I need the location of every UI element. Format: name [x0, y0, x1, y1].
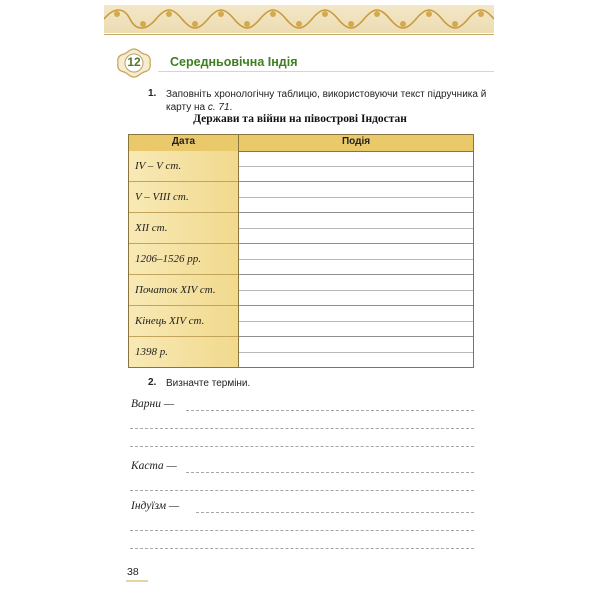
event-line[interactable]	[239, 243, 473, 244]
date-cell: Кінець XIV ст.	[135, 315, 205, 327]
date-cell: IV – V ст.	[135, 160, 182, 172]
task-1-page-ref: с. 71	[207, 102, 230, 113]
task-2-text: Визначте терміни.	[166, 378, 251, 389]
task-1-line-1: Заповніть хронологічну таблицю, використовуючи текст підручника й	[166, 89, 487, 100]
answer-line[interactable]	[196, 512, 474, 514]
date-cell: 1206–1526 рр.	[135, 253, 201, 265]
row-separator	[129, 336, 238, 337]
event-line[interactable]	[239, 352, 473, 353]
term-label-kasta: Каста —	[131, 460, 177, 472]
task-1-line-2-prefix: карту на	[166, 102, 208, 113]
table-header	[129, 135, 473, 152]
header-separator	[238, 135, 239, 151]
task-1-text	[166, 88, 486, 114]
answer-line[interactable]	[130, 490, 474, 492]
event-line[interactable]	[239, 321, 473, 322]
term-label-varny: Варни —	[131, 398, 175, 410]
event-line[interactable]	[239, 197, 473, 198]
date-cell: 1398 р.	[135, 346, 168, 358]
row-separator	[129, 243, 238, 244]
event-line[interactable]	[239, 212, 473, 213]
page-number-rule	[126, 580, 148, 582]
task-1-number: 1.	[148, 88, 157, 99]
decorative-ornament	[104, 5, 494, 33]
event-line[interactable]	[239, 166, 473, 167]
event-line[interactable]	[239, 274, 473, 275]
chapter-title: Середньовічна Індія	[170, 55, 298, 69]
task-2-number: 2.	[148, 377, 157, 388]
answer-line[interactable]	[130, 446, 474, 448]
event-line[interactable]	[239, 305, 473, 306]
row-separator	[129, 181, 238, 182]
task-1-line-2-suffix: .	[229, 102, 233, 113]
column-header-date: Дата	[171, 136, 196, 147]
table-title: Держави та війни на півострові Індостан	[193, 113, 407, 125]
term-label-hinduism: Індуїзм —	[131, 500, 180, 512]
ornament-rule	[104, 34, 494, 35]
chapter-number: 12	[127, 55, 141, 69]
chronology-table	[128, 134, 474, 368]
date-cell: V – VIII ст.	[135, 191, 189, 203]
answer-line[interactable]	[186, 472, 474, 474]
column-header-event: Подія	[341, 136, 371, 147]
answer-line[interactable]	[130, 428, 474, 430]
row-separator	[129, 305, 238, 306]
answer-line[interactable]	[186, 410, 474, 412]
date-cell: XII ст.	[135, 222, 168, 234]
date-cell: Початок XIV ст.	[135, 284, 216, 296]
answer-line[interactable]	[130, 548, 474, 550]
chapter-rule	[158, 71, 494, 72]
event-line[interactable]	[239, 181, 473, 182]
event-line[interactable]	[239, 259, 473, 260]
row-separator	[129, 274, 238, 275]
page-number: 38	[127, 566, 139, 578]
answer-line[interactable]	[130, 530, 474, 532]
row-separator	[129, 212, 238, 213]
event-line[interactable]	[239, 336, 473, 337]
event-line[interactable]	[239, 228, 473, 229]
event-line[interactable]	[239, 290, 473, 291]
